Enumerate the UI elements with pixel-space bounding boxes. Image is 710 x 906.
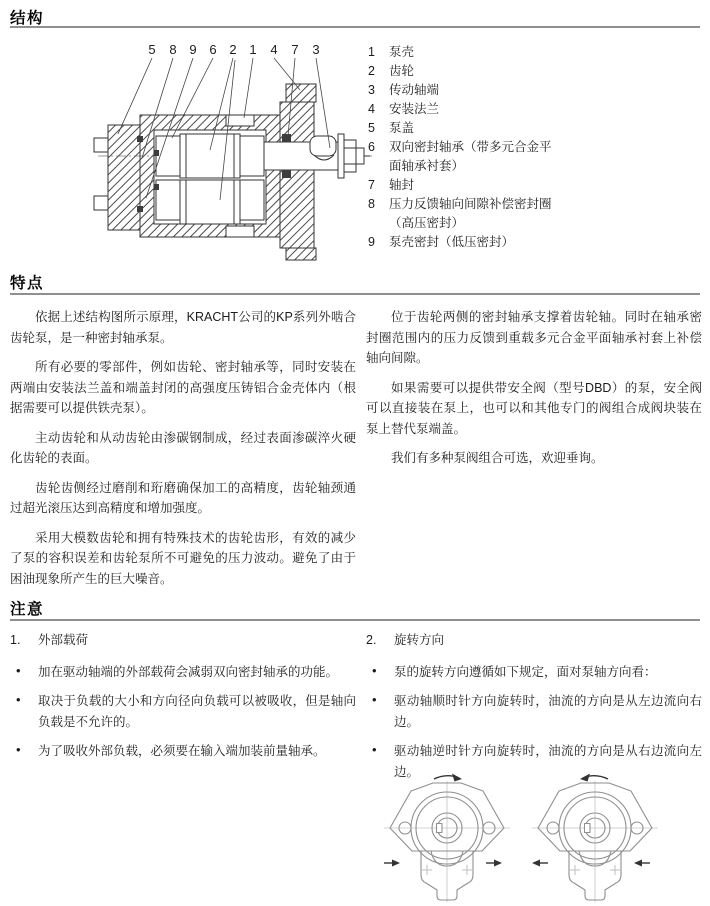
clockwise-rotation-arrow bbox=[434, 774, 462, 782]
note-bullet-text: 取决于负载的大小和方向径向负载可以被吸收，但是轴向负载是不允许的。 bbox=[38, 694, 356, 729]
note-bullet-text: 驱动轴顺时针方向旋转时，油流的方向是从左边流向右边。 bbox=[394, 694, 702, 729]
bullet-marker: • bbox=[16, 692, 21, 707]
feature-paragraph: 我们有多种泵阀组合可选，欢迎垂询。 bbox=[391, 451, 604, 465]
pump-cross-section-figure bbox=[88, 38, 378, 262]
part-number: 6 bbox=[368, 140, 375, 154]
part-row bbox=[368, 176, 702, 195]
structure-heading: 结构 bbox=[10, 10, 45, 27]
part-number: 9 bbox=[368, 235, 375, 249]
callout-number: 5 bbox=[148, 42, 156, 57]
notes-left-column bbox=[10, 630, 356, 770]
structure-rule bbox=[10, 26, 700, 28]
part-row bbox=[368, 43, 702, 62]
note-title-rotation-direction bbox=[366, 630, 702, 651]
part-number: 1 bbox=[368, 45, 375, 59]
part-row bbox=[368, 100, 702, 119]
part-number: 8 bbox=[368, 197, 375, 211]
bullet-marker: • bbox=[372, 692, 377, 707]
part-row bbox=[368, 138, 702, 176]
part-number: 2 bbox=[368, 64, 375, 78]
note-bullet bbox=[10, 691, 356, 733]
part-label: 轴封 bbox=[389, 178, 415, 192]
notes-rule bbox=[10, 619, 700, 621]
callout-number: 3 bbox=[312, 42, 320, 57]
part-number: 7 bbox=[368, 178, 375, 192]
feature-paragraph: 所有必要的零部件，例如齿轮、密封轴承等，同时安装在两端由安装法兰盖和端盖封闭的高强度压铸铝合金壳体内（根据需要可以提供铁壳泵）。 bbox=[10, 360, 356, 415]
part-number: 4 bbox=[368, 102, 375, 116]
note-bullet bbox=[366, 691, 702, 733]
part-label: 泵盖 bbox=[389, 121, 415, 135]
callout-number: 4 bbox=[270, 42, 278, 57]
note-bullet-text: 为了吸收外部负载，必须要在输入端加装前量轴承。 bbox=[38, 744, 326, 758]
part-number: 3 bbox=[368, 83, 375, 97]
callout-number: 6 bbox=[209, 42, 217, 57]
part-number: 5 bbox=[368, 121, 375, 135]
features-right-column bbox=[366, 307, 702, 478]
feature-paragraph: 齿轮齿侧经过磨削和珩磨确保加工的高精度，齿轮轴颈通过超光滚压达到高精度和增加强度。 bbox=[10, 480, 356, 515]
parts-list bbox=[368, 43, 702, 252]
features-rule bbox=[10, 293, 700, 295]
callout-number: 9 bbox=[189, 42, 197, 57]
pump-body-section bbox=[94, 84, 370, 260]
part-label: 泵壳密封（低压密封） bbox=[389, 235, 515, 249]
notes-heading: 注意 bbox=[10, 601, 45, 618]
feature-paragraph: 依据上述结构图所示原理，KRACHT公司的KP系列外啮合齿轮泵，是一种密封轴承泵。 bbox=[10, 310, 356, 345]
feature-paragraph: 如果需要可以提供带安全阀（型号DBD）的泵，安全阀可以直接装在泵上，也可以和其他专门的阀组合成阀块装在泵上替代泵端盖。 bbox=[366, 380, 702, 436]
part-label: 齿轮 bbox=[389, 64, 415, 78]
notes-right-column bbox=[366, 630, 702, 791]
part-row bbox=[368, 195, 702, 233]
bullet-marker: • bbox=[372, 663, 377, 678]
note-bullet-text: 驱动轴逆时针方向旋转时，油流的方向是从右边流向左边。 bbox=[394, 744, 702, 779]
callout-number: 2 bbox=[229, 42, 237, 57]
note-title-external-load bbox=[10, 630, 356, 651]
callout-number: 7 bbox=[291, 42, 299, 57]
callout-number: 8 bbox=[169, 42, 177, 57]
part-row bbox=[368, 81, 702, 100]
note-bullet bbox=[10, 741, 356, 762]
pump-front-view-counterclockwise-figure bbox=[528, 771, 662, 904]
note-title-label: 外部载荷 bbox=[38, 633, 89, 647]
note-bullet-text: 加在驱动轴端的外部载荷会减弱双向密封轴承的功能。 bbox=[38, 665, 339, 679]
part-label: 双向密封轴承（带多元合金平面轴承衬套） bbox=[389, 140, 552, 173]
features-heading: 特点 bbox=[10, 275, 45, 292]
bullet-marker: • bbox=[372, 742, 377, 757]
note-title-number: 1. bbox=[10, 633, 21, 647]
note-bullet bbox=[10, 662, 356, 683]
feature-paragraph: 位于齿轮两侧的密封轴承支撑着齿轮轴。同时在轴承密封圈范围内的压力反馈到重载多元合金平面轴承衬套上补偿轴向间隙。 bbox=[366, 310, 702, 365]
part-label: 压力反馈轴向间隙补偿密封圈（高压密封） bbox=[389, 197, 552, 230]
feature-paragraph: 主动齿轮和从动齿轮由渗碳钢制成，经过表面渗碳淬火硬化齿轮的表面。 bbox=[10, 430, 356, 465]
part-row bbox=[368, 119, 702, 138]
part-label: 传动轴端 bbox=[389, 83, 440, 97]
part-row bbox=[368, 233, 702, 252]
note-bullet bbox=[366, 662, 702, 683]
part-label: 安装法兰 bbox=[389, 102, 440, 116]
feature-paragraph: 采用大模数齿轮和拥有特殊技术的齿轮齿形，有效的减少了泵的容积误差和齿轮泵所不可避免的压力波动。避免了由于困油现象所产生的巨大噪音。 bbox=[10, 530, 356, 586]
bullet-marker: • bbox=[16, 663, 21, 678]
callout-number: 1 bbox=[249, 42, 257, 57]
bullet-marker: • bbox=[16, 742, 21, 757]
part-label: 泵壳 bbox=[389, 45, 415, 59]
part-row bbox=[368, 62, 702, 81]
note-bullet-text: 泵的旋转方向遵循如下规定，面对泵轴方向看： bbox=[394, 665, 657, 679]
note-title-label: 旋转方向 bbox=[394, 633, 445, 647]
counterclockwise-rotation-arrow bbox=[580, 774, 608, 782]
features-left-column bbox=[10, 307, 356, 598]
pump-front-view-clockwise-figure bbox=[380, 771, 514, 904]
note-title-number: 2. bbox=[366, 633, 377, 647]
